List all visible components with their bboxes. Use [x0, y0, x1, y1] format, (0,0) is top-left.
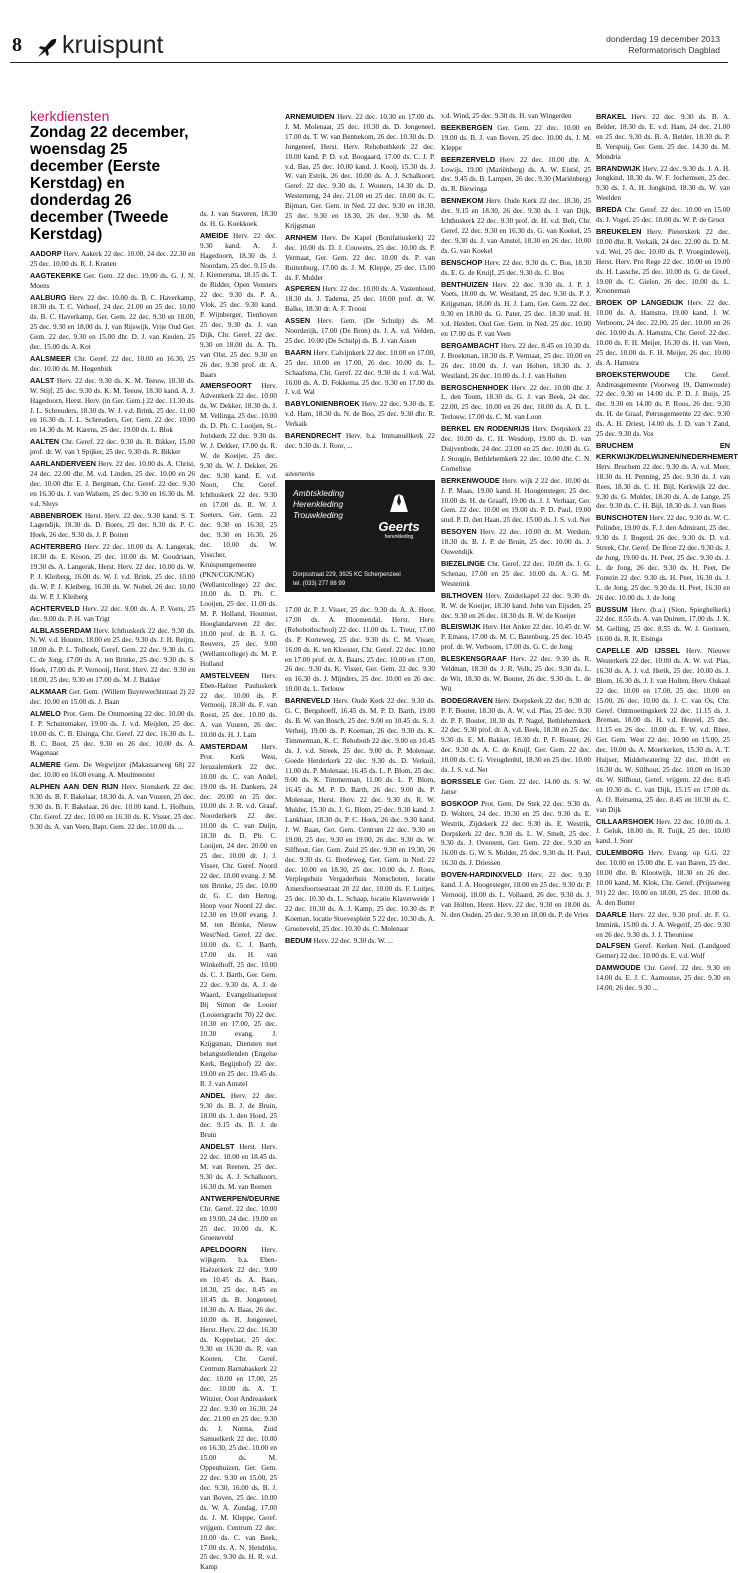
listing-place: ALPHEN AAN DEN RIJN	[30, 782, 119, 792]
listing-entry	[285, 431, 435, 452]
listing-place: BARNEVELD	[285, 696, 331, 706]
listing-entry	[441, 654, 591, 695]
text-column-4	[285, 606, 435, 1062]
listing-place: AAGTEKERKE	[30, 270, 82, 280]
listing-entry	[596, 370, 730, 440]
listing-entry	[596, 205, 730, 226]
ad-line: Ambtskleding	[293, 488, 345, 498]
listing-entry	[200, 1142, 277, 1193]
listing-place: BERGAMBACHT	[441, 340, 499, 350]
listing-details: Ger. Gem. (Willem Buytewechtstraat 2) 22 dec. 10.00 en 15.00 ds. J. Baan	[30, 687, 195, 706]
listing-place: BUSSUM	[596, 604, 628, 614]
ad-line: Herenkleding	[293, 499, 344, 509]
listing-place: BEDUM	[285, 935, 312, 945]
listing-entry	[596, 910, 730, 941]
text-column-2	[200, 210, 280, 1572]
listing-place: BILTHOVEN	[441, 590, 483, 600]
listing-details: Ger. Gem. 22 dec. 19.00 ds. G. J. N. Moens	[30, 271, 195, 290]
listing-entry	[285, 348, 435, 399]
listing-entry	[30, 760, 195, 781]
issue-date: donderdag 19 december 2013	[606, 34, 720, 44]
listing-details: Herv. 22 dec. 9.30 ds. K. M. Teeuw, 18.30 ds. W. Stijf, 25 dec. 9.30 ds. K. M. Teeuw, 18.30 kand. A. J. Hagedoorn, Herst. Herv. (in Ger. Gem.) 22 dec. 11.30 ds. J. L. Schreuders, 18.30 ds. W. J. v.d. Brink, 25 dec. 11.00 en 16.30 ds. J. L. Schreuders, Ger. Gem. 22 dec. 10.00 en 14.30 ds. M. Karens, 25 dec. 19.00 ds. L. Blok	[30, 376, 195, 435]
listing-entry	[441, 258, 591, 279]
listing-entry	[441, 622, 591, 653]
text-column-3	[285, 112, 435, 467]
listing-place: CAPELLE A/D IJSSEL	[596, 646, 680, 656]
ad-phone: tel. (033) 277 88 99	[293, 581, 346, 587]
ad-address: Dorpsstraat 229, 3925 KC Scherpenzeel	[293, 572, 401, 578]
listing-entry	[441, 870, 591, 921]
listing-entry	[441, 155, 591, 196]
listing-place: BOSKOOP	[441, 798, 479, 808]
listing-entry	[30, 437, 195, 458]
advertisement	[285, 472, 435, 600]
listing-details: Herv. Dorpskerk 22 dec. 9.30 dr. P. F. Bouter, 18.30 ds. A. W. v.d. Plas, 25 dec. 9.30 dr. P. F. Bouter, 18.30 ds. P. Nagel, Bethlehemkerk 22 dec. 9.30 prof. dr. A. v.d. Beek, 18.30 en 25 dec. 9.30 ds. E. M. Bakker, 18.30 dr. P. F. Bouter, 26 dec. 9.30 ds. A. C. de Kruijf, Ger. Gem. 22 dec. 10.00 ds. C. G. Vreugdenhil, 18.30 en 25 dec. 10.00 ds. J. S. v.d. Net	[441, 696, 591, 775]
listing-place: ARNEMUIDEN	[285, 112, 335, 121]
listing-details: Herv. Eben-Haëzer Pauluskerk 22 dec. 10.00 ds. P. Vernooij, 18.30 ds. F. van Roest, 25 dec. 10.00 ds. A. van Vuuren, 26 dec. 10.00 ds. H. J. Lam	[200, 671, 277, 740]
listing-entry	[596, 848, 730, 908]
listing-entry	[596, 963, 730, 994]
listing-place: BERGSCHENHOEK	[441, 382, 509, 392]
listing-entry	[596, 941, 730, 962]
listing-details: Herv. 22 dec. 10.30 en 17.00 ds. J. M. Molenaar, 25 dec. 10.30 ds. D. Jongeneel, 17.00 ds. T. W. van Bennekom, 26 dec. 10.30 ds. D. Jongeneel, Herst. Herv. Rehobothkerk 22 dec. 10.00 kand. P. D. v.d. Boogaard, 17.00 ds. C. J. P. v.d. Bas, 25 dec. 10.00 kand. J. Kooij, 15.30 ds. J. W. van Estrik, 26 dec. 10.00 ds. A. J. Schalkoort, Geref. 22 dec. 9.30 ds. J. Wouters, 14.30 ds. D. Westerneng, 24 dec. 21.00 en 25 dec. 10.00 ds. C. Bijman, Ger. Gem. in Ned. 22 dec. 9.30 en 18.30, 25 dec. 9.30 en 18.30, 26 dec. 9.30 ds. M. Krijgsman	[285, 113, 435, 230]
listing-place: ANDELST	[200, 1142, 235, 1152]
listing-place: ALMERE	[30, 760, 61, 770]
ad-box[interactable]	[285, 480, 435, 592]
listing-entry	[30, 782, 195, 833]
listing-place: AALST	[30, 375, 55, 385]
listing-details: Chr. Geref. 22 dec. 9.30 ds. R. Bikker, 15.00 prof. dr. W. van 't Spijker, 25 dec. 9.30 ds. R. Bikker	[30, 438, 195, 457]
listing-place: BESOYEN	[441, 527, 477, 537]
listing-place: BORSSELE	[441, 777, 482, 786]
listing-place: BROEK OP LANGEDIJK	[596, 298, 684, 308]
listing-place: BREDA	[596, 205, 622, 215]
suit-icon	[388, 492, 410, 514]
listing-place: BLEISWIJK	[441, 622, 481, 632]
listing-details: Herv. 22 dec. 9.30 ds. B. A. Belder, 18.30 ds. E. v.d. Ham, 24 dec. 21.00 en 25 dec. 9.30 ds. B. A. Belder, 18.30 ds. P. B. Verspuij, Ger. Gem. 25 dec. 14.30 ds. M. Mondria	[596, 113, 730, 161]
text-column-5	[441, 112, 591, 1062]
listing-place: AMSTELVEEN	[200, 670, 250, 680]
listing-place: BODEGRAVEN	[441, 695, 493, 705]
listing-entry	[30, 459, 195, 510]
listing-details: Herv. 22 dec. 9.30 kand. A. J. Hagedoorn, 18.30 ds. J. Noordam, 25 dec. 9.15 ds. J. Kiemersma, 18.15 ds. T. de Ridder, Open Vensters 22 dec. 9.30 ds. P. A. Vlok, 25 dec. 9.30 kand. P. Wijnberger, Tienhoven 25 dec. 9.30 ds. J. van Dijk, Chr. Geref. 22 dec. 9.30 en 18.00 ds. A. Th. van Olst, 25 dec. 9.30 en 26 dec. 9.30 prof. dr. A. Baars	[200, 231, 278, 379]
ad-brand-sub: herenkleding	[384, 534, 414, 540]
listing-entry	[30, 271, 195, 292]
listing-details: Herv. Pieterskerk 22 dec. 10.00 dhr. R. Verkaik, 24 dec. 22.00 ds. D. M. v.d. Wel, 25 dec. 10.00 ds. P. Vroegindeweij, Herst. Herv. Pro Rege 22 dec. 10.00 en 19.00 ds. H. Lassche, 25 dec. 10.00 ds. G. de Greef, 19.00 ds. C. Gielen, 26 dec. 10.00 ds. L. Krooneman	[596, 227, 730, 296]
listing-place: AALBURG	[30, 292, 67, 302]
airplane-icon	[36, 37, 58, 59]
listing-entry	[285, 112, 435, 232]
listing-entry	[30, 511, 195, 542]
listing-details: Herv. 22 dec. 10.00 ds. A. Vastenhoud, 18.30 ds. J. Tadema, 25 dec. 10.00 prof. dr. W. Balke, 18.30 dr. A. F. Troost	[285, 285, 436, 314]
listing-details: Chr. Geref. 22 dec. 10.00 en 15.00 ds. J. Vogel, 25 dec. 10.00 ds. W. P. de Groot	[596, 206, 731, 225]
page-number: 8	[12, 34, 22, 56]
listing-details: Herv. Oude Kerk 22 dec. 9.30 ds. G. C. Bergshoeff, 16.45 ds. M. P. D. Barth, 19.00 ds. B. W. van Bosch, 25 dec. 9.00 en 10.45 ds. S. J. Verheij, 19.00 ds. P. Koeman, 26 dec. 9.30 ds. K. Timmerman, K. C. Rehoboth 22 dec. 9.00 en 10.45 ds. J. v.d. Streek, 25 dec. 9.00 ds. P. Molenaar, Goede Herderkerk 22 dec. 9.30 ds. D. Verkuil, 11.00 ds. P. Molenaar, 16.45 ds. L. P. Blom, 25 dec. 9.00 ds. K. Timmerman, 11.00 ds. L. P. Blom, 16.45 ds. M. P. D. Barth, 26 dec. 9.00 ds. P. Molenaar, Herst. Herv. 22 dec. 9.30 ds. R. W. Mulder, 15.30 ds. J. G. Blom, 25 dec. 9.30 kand. J. Lankhaar, 18.30 ds. P. C. Hoek, 26 dec. 9.30 kand. J. W. Baan, Ger. Gem. Centrum 22 dec. 9.30 en 19.00, 25 dec. 9.30 en 19.00, 26 dec. 9.30 ds. W. Silfhout, Ger. Gem. Zuid 25 dec. 9.30 en 19.30, 26 dec. 9.30 ds. G. Bredeweg, Ger. Gem. in Ned. 22 dec. 10.00 en 18.30, 25 dec. 10.00 ds. J. Roos, Verplegehuis Vergaderhuis Nonschoten, locatie Amersfoortsestraat 20 22 dec. 10.00 ds. F. Luitjes, 25 dec. 10.30 ds. L. Schaap, locatie Klaverweide 1 22 dec. 10.30 ds. A. J. Kamp, 25 dec. 10.30 ds. P. Koeman, locatie Stoevesplein 5 22 dec. 10.30 ds. A. Groeneveld, 25 dec. 10.30 ds. C. Molenaar	[285, 697, 436, 933]
listing-place: BEERZERVELD	[441, 154, 496, 164]
listing-details: Chr. Geref. Andreasgemeente (Voorweg 19, Damwoude) 22 dec. 9.30 en 14.00 ds. P. D. J. Buijs, 25 dec. 9.30 en 14.00 ds. P. Roos, 26 dec. 9.30 ds. H. de Graaf, Petrusgemeente 22 dec. 9.30 ds. A. H. Driest, 14.00 ds. J. D. van 't Zand, 25 dec. 9.30 ds. Vos	[596, 370, 730, 439]
listing-place: BRUCHEM EN KERKWIJK/DELWIJNEN/NEDERHEMERT	[596, 441, 738, 461]
listing-place: ACHTERBERG	[30, 542, 82, 552]
newspaper-name: Reformatorisch Dagblad	[628, 45, 720, 55]
listing-entry	[200, 671, 277, 741]
ad-services	[293, 488, 344, 521]
listing-entry	[596, 513, 730, 603]
listing-place: BAARN	[285, 347, 312, 357]
listing-entry	[441, 383, 591, 424]
listing-entry	[30, 249, 195, 270]
header-rule	[10, 62, 728, 63]
listing-entry	[30, 687, 195, 708]
ad-brand: Geerts	[378, 519, 420, 534]
listing-entry	[441, 527, 591, 558]
listing-details: Herv. Sionskerk 22 dec. 9.30 ds. B. F. Bakelaar, 18.30 ds. A. van Vuuren, 25 dec. 9.30 ds. B. F. Bakelaar, 26 dec. 10.00 kand. L. Hofhuis, Chr. Geref. 22 dec. 10.00 en 16.30 ds. K. Visser, 25 dec. 9.30 ds. A. van Veen, Bapt. Gem. 22 dec. 10.00 ds. ...	[30, 783, 196, 831]
listing-entry	[441, 112, 591, 122]
listing-place: AMERSFOORT	[200, 381, 252, 391]
listing-place: CULEMBORG	[596, 848, 644, 858]
listing-place: BIEZELINGE	[441, 558, 485, 568]
listing-details: Prot. Gem. De Ontmoeting 22 dec. 10.00 ds. J. P. Schuitemaker, 19.00 ds. J. v.d. Meijden, 25 dec. 10.00 ds. C. B. Elsinga, Chr. Geref. 22 dec. 16.30 ds. L. B. C. Boot, 25 dec. 9.30 en 26 dec. 10.00 ds. A. Wagenaar	[30, 709, 195, 758]
listing-details: Herv. Gem. (De Schulp) ds. M. Noorderijk, 17.00 (De Bron) ds. J. A. v.d. Velden, 25 dec. 10.00 (De Schulp) ds. B. J. van Assen	[285, 317, 435, 345]
listing-place: BARENDRECHT	[285, 431, 342, 441]
ad-line: Trouwkleding	[293, 510, 343, 520]
listing-details: Ger. Gem. 22 dec. 10.00 en 19.00 ds. B. J. van Boven, 25 dec. 10.00 ds. J. M. Kleppe	[441, 123, 592, 152]
listing-place: ANTWERPEN/DEURNE	[200, 1193, 280, 1203]
listing-entry	[30, 626, 195, 686]
listing-entry	[441, 123, 591, 154]
listing-place: BEEKBERGEN	[441, 122, 493, 132]
listing-entry	[200, 210, 277, 230]
listing-details: Herst. Herv. 22 dec. 9.30 kand. S. T. Lagendijk, 18.30 ds. D. Boers, 25 dec. 9.30 ds. P. C. Hoek, 26 dec. 9.30 ds. J. P. Boiten	[30, 511, 196, 540]
listing-entry	[596, 298, 730, 368]
listing-place: DALFSEN	[596, 941, 631, 951]
listing-place: BABYLONIENBROEK	[285, 399, 360, 409]
listing-details: 17.00 dr. P. J. Visser, 25 dec. 9.30 ds. A. A. Hoor, 17.00 ds. A. Bloemendal, Herst. Herv. (Rehobothschool) 22 dec. 11.00 ds. L. Treur, 17.00 ds. P. Korteweg, 25 dec. 9.30 ds. C. M. Visser, 16.00 ds. K. ten Klooster, Chr. Geref. 22 dec. 10.00 en 17.00 prof. dr. A. Baars, 25 dec. 10.00 en 17.00, 26 dec. 9.30 ds. K. Visser, Ger. Gem. 22 dec. 9.30 en 16.30 ds. J. Mijnders, 25 dec. 10.00 en 26 dec. 10.00 ds. L. Terlouw	[285, 606, 435, 694]
listing-details: Herv. Nieuwe Westerkerk 22 dec. 10.00 ds. A. W. v.d. Plas, 16.30 ds. A. J. v.d. Herik, 25 dec. 10.00 ds. J. Blom, 16.30 ds. J. J. van Holten, Herv. Oukaal 22 dec. 10.00 en 17.00, 25 dec. 10.00 en 15.00, 26 dec. 10.00 ds. J. C. van Os, Chr. Geref. Ontmoetingskerk 22 dec. 11.15 ds. J. Breman, 18.00 ds. H. v.d. Heuvel, 25 dec. 11.15 en 26 dec. 10.00 ds. F. W. v.d. Rhee, Ger. Gem. West 22 dec. 10.00 en 15.00, 25 dec. 10.00 ds. A. Moerkerken, 15.30 ds. A. T. Huijser, Middelwatering 22 dec. 10.00 en 16.30 ds. W. Silfhout, 25 dec. 10.00 en 16.30 ds. W. Silfhout, Geref. vrijgem. 22 dec. 8.45 en 10.30 ds. C. van Dijk, 15.15 en 17.00 ds. A. O. Reitsema, 25 dec. 8.45 en 10.30 ds. C. van Dijk	[596, 647, 730, 814]
ad-label: advertentie	[285, 472, 315, 478]
listing-entry	[441, 799, 591, 869]
listing-details: Chr. Geref. 22 dec. 10.00 ds. J. G. Schenau, 17.00 en 25 dec. 10.00 ds. A. G. M. Westerink	[441, 559, 591, 588]
listing-details: Herv. 22 dec. 9.30 ds. J. A. H. Jongkind, 18.30 ds. W. F. Jochemsen, 25 dec. 9.30 ds. J. A. H. Jongkind, 18.30 ds. W. van Weelden	[596, 164, 731, 203]
listing-entry	[441, 196, 591, 256]
listing-entry	[596, 164, 730, 205]
listing-entry	[285, 936, 435, 947]
listing-entry	[596, 646, 730, 815]
article-kicker: kerkdiensten	[30, 108, 110, 124]
listing-entry	[596, 227, 730, 297]
listing-details: Herv. 22 dec. 10.00 dhr. A. Lowijs, 19.00 (Mariënberg) ds. A. W. Eistié, 25 dec. 9.45 ds. B. Lampen, 26 dec. 9.30 (Mariënberg) ds. R. Biewinga	[441, 155, 592, 194]
listing-details: Herv. 22 dec. 9.30 ds. C. Bos, 18.30 ds. E. G. de Kruijf, 25 dec. 9.30 ds. C. Bos	[441, 258, 591, 277]
listing-entry	[285, 696, 435, 935]
header-meta	[606, 34, 720, 56]
listing-place: ASPEREN	[285, 284, 321, 294]
listing-place: AARLANDERVEEN	[30, 459, 96, 469]
listing-details: Herv. Ichthuskerk 22 dec. 9.30 ds. N. W. v.d. Houten, 18.00 en 25 dec. 9.30 ds. J. H. Reijm, 18.00 ds. P. L. Tolhoek, Geref. Gem. 22 dec. 9.30 ds. G. C. de Jong, 17.00 ds. A. ten Brinke, 25 dec. 9.30 ds. S. Hoek, 17.00 ds. P. Vernooij, Herst. Herv. 22 dec. 9.30 en 18.00, 25 dec. 9.30 en 17.00 ds. M. J. Bakker	[30, 626, 195, 685]
listing-place: BUNSCHOTEN	[596, 513, 648, 523]
listing-entry	[285, 399, 435, 430]
listing-details: Herv. 22 dec. 10.00 ds. A. Langerak, 18.30 ds. E. Kroon, 25 dec. 10.00 ds. M. Goudriaan, 19.30 ds. A. Langerak, Herst. Herv. 22 dec. 10.00 ds. W. P. J. Kleiberg, 16.00 ds. W. J. v.d. Brink, 25 dec. 10.00 ds. W. P. J. Kleiberg, 16.30 ds. W. Nobel, 26 dec. 10.00 ds. W. P. J. Kleiberg	[30, 543, 196, 601]
listing-entry	[441, 280, 591, 340]
listing-place: AALTEN	[30, 437, 60, 447]
listing-place: AMEIDE	[200, 230, 229, 240]
listing-details: ds. J. van Staveren, 18.30 ds. H. G. Koekkoek	[200, 210, 277, 228]
listing-details: Herv. 22 dec. 10.00 ds. B. C. Haverkamp, 18.30 ds. T. C. Verhoef, 24 dec. 21.00 en 25 dec. 10.00 ds. B. C. Haverkamp, Ger. Gem. 22 dec. 9.30 en 18.00, 25 dec. 9.30 en 18.00 ds. J. van Rijswijk, Vrije Oud Ger. Gem. 22 dec. 9.30 en 15.00 dhr. D. J. van Keulen, 25 dec. 15.00 ds. A. Kot	[30, 293, 195, 352]
ad-logo	[369, 492, 429, 540]
listing-entry	[30, 604, 195, 625]
listing-details: Herv. Dorpskerk 22 dec. 10.00 ds. C. H. Wesdorp, 19.00 ds. D. van Duijvenbode, 24 dec. 23.00 en 25 dec. 10.00 ds. G. J. Stougie, Bethlehemkerk 22 dec. 10.00 dhr. C. N. Cornelisse	[441, 425, 591, 473]
article-headline: Zondag 22 december, woensdag 25 december (Eerste Kerstdag) en donderdag 26 december (Tweede Kerstdag)	[30, 123, 189, 243]
listing-entry	[285, 606, 435, 695]
listing-entry	[285, 284, 435, 315]
listing-details: Chr. Geref. 22 dec. 10.00 en 19.00, 24 dec. 19.00 en 25 dec. 10.00 ds. K. Groeneveld	[200, 1204, 277, 1243]
listing-place: BERKEL EN RODENRIJS	[441, 424, 530, 434]
listing-details: Herv. 22 dec. 9.30 ds. W. ...	[313, 936, 393, 945]
listing-place: AADORP	[30, 248, 62, 258]
listing-entry	[200, 1245, 277, 1573]
listing-place: ANDEL	[200, 1090, 226, 1100]
section-title: kruispunt	[62, 31, 164, 59]
listing-place: ARNHEM	[285, 232, 318, 242]
listing-details: Gem. De Wegwijzer (Makassarweg 68) 22 dec. 10.00 en 16.00 evang. A. Meulmeester	[30, 761, 195, 780]
listing-entry	[200, 1193, 280, 1245]
text-column-6	[596, 112, 738, 1062]
listing-entry	[596, 441, 738, 512]
listing-place: AALSMEER	[30, 353, 71, 363]
listing-entry	[200, 742, 277, 1090]
listing-place: BENNEKOM	[441, 196, 484, 206]
listing-place: ASSEN	[285, 316, 311, 326]
listing-place: ALKMAAR	[30, 686, 67, 696]
listing-details: Herv. 22 dec. 10.00 ds. J. J. Geluk, 18.00 ds. R. Tuijk, 25 dec. 10.00 kand. J. Soer	[596, 817, 731, 846]
listing-details: Herv. wijk 2 22 dec. 10.00 ds. J. P. Maas, 19.00 kand. H. Hoogensteger, 25 dec. 10.00 ds. H. de Graaff, 19.00 ds. J. J. Verhaar, Ger. Gem. 22 dec. 10.00 en 19.00 ds. P. D. Paul, 19.00 stud. P. D. den Haan, 25 dec. 15.00 ds. J. S. v.d. Net	[441, 476, 592, 525]
listing-entry	[441, 777, 591, 798]
listing-place: BRAKEL	[596, 112, 627, 121]
listing-place: BLESKENSGRAAF	[441, 654, 507, 664]
listing-place: BROEKSTERWOUDE	[596, 369, 670, 379]
listing-details: Herv. Zuiderkapel 22 dec. 9.30 ds. R. W. de Koeijer, 18.30 kand. John van Eijsden, 25 dec. 9.30 en 26 dec. 18.30 ds. R. W. de Koeijer	[441, 591, 591, 620]
listing-place: ALMELO	[30, 708, 61, 718]
listing-entry	[200, 381, 277, 669]
listing-entry	[200, 1091, 277, 1142]
listing-entry	[441, 476, 591, 527]
listing-details: Herv. De Kapel (Bonifatiuskerk) 22 dec. 10.00 ds. D. J. Couwens, 25 dec. 10.00 ds. P. Vermaat, Ger. Gem. 22 dec. 10.00 ds. P. van Ruitenburg, 17.00 ds. J. M. Kleppe, 25 dec. 15.00 ds. F. Mulder	[285, 233, 435, 282]
listing-details: Herv. 22 dec. 9.30 prof. dr. F. G. Immink, 15.00 ds. J. A. Wegerif, 25 dec. 9.30 en 26 dec. 9.30 ds. J. J. Theunisse	[596, 910, 730, 939]
listing-entry	[441, 559, 591, 590]
listing-details: Herv. 22 dec. 10.00 dhr. J. L. den Toom, 18.30 ds. G. J. van Beek, 24 dec. 22.00, 25 dec. 10.00 en 26 dec. 10.00 ds. A. D. L. Terlouw, 17.00 ds. C. M. van Loon	[441, 383, 592, 422]
listing-place: BENTHUIZEN	[441, 279, 489, 289]
listing-place: BRANDWIJK	[596, 163, 641, 173]
listing-place: ACHTERVELD	[30, 603, 80, 613]
listing-place: ABBENBROEK	[30, 510, 83, 520]
listing-place: APELDOORN	[200, 1245, 247, 1255]
listing-details: Herv. 22 dec. 10.00 dr. M. Verduin, 18.30 ds. B. J. P. de Bruin, 25 dec. 10.00 ds. J. Ouwendijk	[441, 528, 591, 557]
listing-place: BERKENWOUDE	[441, 475, 500, 485]
listing-entry	[30, 293, 195, 353]
listing-details: Herv. 22 dec. 10.00 ds. A. Christ, 24 dec. 22.00 dhr. M. v.d. Linden, 25 dec. 10.00 en 26 dec. 10.00 dhr. E. J. Bergman, Chr. Geref. 22 dec. 9.30 en 16.30 ds. J. van Walsem, 25 dec. 9.30 en 16.30 ds. M. v.d. Sluys	[30, 460, 195, 508]
listing-place: BENSCHOP	[441, 257, 483, 267]
listing-details: Chr. Geref. 22 dec. 10.00 en 16.30, 25 dec. 10.00 ds. M. Hogenbirk	[30, 354, 196, 373]
listing-details: Herv. 22 dec. 9.30 ds. R. Veldman, 18.30 ds. J. R. Volk, 25 dec. 9.30 ds. L. de Wit, 18.30 ds. W. Bouter, 26 dec. 9.30 ds. L. de Wit	[441, 655, 591, 693]
listing-details: Herv. (b.a.) (Sion, Spieghelkerk) 22 dec. 8.55 ds. A. van Duinen, 17.00 ds. J. K. M. Gelling, 25 dec. 8.55 ds. W. J. Gorissen, 16.00 ds. R. R. Eisinga	[596, 605, 730, 644]
listing-details: Herv. 22 dec. 9.30 ds. W. C. Polinder, 19.00 ds. F. J. den Admirant, 25 dec. 9.30 ds. J. Bogerd, 26 dec. 9.30 ds. D. v.d. Streek, Chr. Geref. De Bron 22 dec. 9.30 ds. J. de Jong, 19.00 ds. H. Peet, 25 dec. 9.30 ds. J. L. de Jong, 26 dec. 9.30 ds. H. Peet, De Fontein 22 dec. 9.30 ds. H. Peet, 16.30 ds. J. L. de Jong, 25 dec. 9.30 ds. H. Peet, 16.30 en 26 dec. 10.00 ds. J. de Jong	[596, 514, 731, 602]
listing-details: Herv. Het Anker 22 dec. 10.45 dr. W. P. Emaus, 17.00 ds. M. C. Batenburg, 25 dec. 10.45 prof. dr. W. Verboom, 17.00 ds. G. C. de Jong	[441, 623, 592, 652]
listing-entry	[596, 605, 730, 646]
listing-details: Herv. 22 dec. 9.30 kand. J. A. Hoogesteger, 18.00 en 25 dec. 9.30 dr. P. Vernooij, 18.00 ds. L. Vollaard, 26 dec. 9.30 ds. J. van Holten, Herst. Herv. 22 dec. 9.30 en 18.00 ds. N. den Ouden, 25 dec. 9.30 en 18.00 ds. P. de Vries	[441, 871, 592, 919]
listing-details: Herst. Herv. 22 dec. 10.00 en 18.45 ds. M. van Reenen, 25 dec. 9.30 ds. A. J. Schalkoort, 16.30 ds. M. van Reenen	[200, 1143, 277, 1191]
listing-place: BREUKELEN	[596, 226, 642, 236]
listing-details: Herv. Evang. op G.G. 22 dec. 10.00 en 15.00 dhr. E. van Baren, 25 dec. 10.00 dhr. B. Klootwijk, 18.30 en 26 dec. 10.00 kand. M. Klok, Chr. Geref. (Prijsseweg 91) 22 dec. 10.00 en 18.00, 25 dec. 10.00 ds. A. den Butter	[596, 849, 730, 907]
listing-place: DAARLE	[596, 909, 627, 919]
listing-entry	[30, 354, 195, 375]
listing-details: Herv. wijkgem. b.a. Eben-Haëzerkerk 22 dec. 9.00 en 10.45 ds. A. Baas, 18.30, 25 dec. 8.45 en 10.45 ds. B. Jongeneel, 18.30 ds. A. Baas, 26 dec. 10.00 ds. B. Jongeneel, Herst. Herv. 22 dec. 16.30 ds. Koppelaar, 25 dec. 9.30 en 16.30 ds. R. van Kooten, Chr. Geref. Centrum Barnabaskerk 22 dec. 10.00 en 17.00, 25 dec. 10.00 ds. A. T. Witzier, Oost Andreaskerk 22 dec. 9.30 en 16.30, 24 dec. 21.00 en 25 dec. 9.30 ds. J. Nutma, Zuid Samuelkerk 22 dec. 10.00 en 16.30, 25 dec. 10.00 en 15.00 ds. M. Oppenhuizen, Ger. Gem. 22 dec. 9.30 en 15.00, 25 dec. 9.30, 16.00 ds. B. J. van Boven, 25 dec. 10.00 ds. W. A. Zondag, 17.00 ds. J. M. Kleppe, Geref. vrijgem. Centrum 22 dec. 10.00 ds. C. van Beek, 17.00 ds. A. N. Hendriks, 25 dec. 9.30 ds. H. R. v.d. Kamp	[200, 1246, 277, 1572]
listing-entry	[596, 112, 730, 163]
listing-details: Herv. 22 dec. 8.45 en 10.30 ds. J. Broekman, 18.30 ds. P. Vermaat, 25 dec. 10.00 en 26 dec. 10.00 ds. J. van Holten, 18.30 ds. J. Westland, 26 dec. 10.00 ds. J. J. van Holten	[441, 341, 591, 380]
listing-details: Herv. 22 dec. 9.00 ds. A. P. Voets, 25 dec. 9.00 ds. P. H. van Trigt	[30, 604, 196, 623]
listing-details: Herv. Aakerk 22 dec. 10.00, 24 dec. 22.30 en 25 dec. 10.00 ds. R. J. Kranen	[30, 249, 196, 268]
listing-entry	[200, 231, 277, 381]
listing-details: Herv. Oude Kerk 22 dec. 18.30, 25 dec. 9.15 en 18.30, 26 dec. 9.30 ds. J. van Dijk, Ichthuskerk 22 dec. 9.30 prof. dr. H. v.d. Belt, Chr. Geref. 22 dec. 9.30 en 16.30 ds. G. van Koekel, 25 dec. 9.30 ds. J. van Amstel, 18.30 en 26 dec. 10.00 ds. G. van Koekel	[441, 197, 592, 255]
listing-entry	[30, 542, 195, 602]
listing-entry	[596, 817, 730, 848]
listing-details: Prot. Gem. De Stek 22 dec. 9.30 ds. D. Wolters, 24 dec. 19.30 en 25 dec. 9.30 ds. E. Westrik, Zijdekerk 22 dec. 9.30 ds. E. Westrik, Dorpskerk 22 dec. 9.30 ds. L. W. Smelt, 25 dec. 9.30 ds. J. Overeem, Ger. Gem. 22 dec. 9.30 en 16.00 ds. G. W. S. Mulder, 25 dec. 9.30 ds. H. Paul, 16.30 ds. J. Driessen	[441, 799, 591, 868]
listing-place: DAMWOUDE	[596, 963, 641, 973]
listing-place: AMSTERDAM	[200, 742, 248, 752]
page-header	[0, 0, 738, 62]
listing-details: Herv. Bruchem 22 dec. 9.30 ds. A. v.d. Meer, 18.30 ds. H. Penning, 25 dec. 9.30 ds. J. van Rees, 18.30 ds. C. H. Bijl, Kerkwijk 22 dec. 9.30 ds. G. Mulder, 18.30 ds. A. de Lange, 25 dec. 9.30 ds. C. H. Bijl, 18.30 ds. J. van Rees	[596, 462, 730, 511]
listing-entry	[441, 696, 591, 776]
listing-place: ALBLASSERDAM	[30, 625, 92, 635]
listing-details: Herv. 22 dec. 9.30 ds. J. P. J. Voets, 18.00 ds. W. Westland, 25 dec. 9.30 ds. P. J. Krijgsman, 18.00 ds. H. J. Lam, Ger. Gem. 22 dec. 9.30 en 18.00 ds. G. Pater, 25 dec. 18.30 stud. H. v.d. Heiden, Oud Ger. Gem. in Ned. 25 dec. 10.00 en 17.00 ds. P. van Veen	[441, 280, 591, 339]
listing-place: BOVEN-HARDINXVELD	[441, 870, 523, 880]
listing-details: Herv. Prot. Kerk West, Jeruzalemkerk 22 dec. 10.00 ds. C. van Andel, 19.00 ds. H. Dankers, 24 dec. 20.00 en 25 dec. 10.00 ds. J. R. v.d. Graaf, Noorderkerk 22 dec. 10.00 ds. C. van Duijn, 18.30 ds. D. Ph. C. Looijen, 24 dec. 20.00 en 25 dec. 10.00 dr. J. J. Visser, Chr. Geref. Noord 22 dec. 10.00 evang. J. M. ten Brinke, 25 dec. 10.00 dr. G. C. den Hertog, Hoop voor Noord 22 dec. 12.30 en 19.00 evang. J. M. ten Brinke, Nieuw West/Ned. Geref. 22 dec. 10.00 ds. C. J. Barth, 17.00 ds. H. van Winkelhoff, 25 dec. 10.00 ds. C. J. Barth, Ger. Gem. 22 dec. 9.30 ds. A. J. de Waard, Evangelisatiepost Bij Simon de Looier (Looiersgracht 70) 22 dec. 10.30 en 17.00, 25 dec. 10.30 evang. J. Krijgsman, Diensten met belangstellenden (Engelse Kerk, Begijnhof) 22 dec. 19.00 en 25 dec. 19.45 ds. R. J. van Amstel	[200, 743, 277, 1088]
listing-place: CILLAARSHOEK	[596, 816, 654, 826]
listing-entry	[285, 233, 435, 284]
text-column-1	[30, 108, 196, 1062]
listing-entry	[441, 424, 591, 475]
listing-details: Herv. 22 dec. 9.30 ds. B. J. de Bruin, 18.00 ds. J. den Hoed, 25 dec. 9.15 ds. B. J. de Bruin	[200, 1091, 277, 1140]
listing-entry	[285, 316, 435, 347]
listing-details: Herv. Calvijnkerk 22 dec. 10.00 en 17.00, 25 dec. 10.00 en 17.00, 26 dec. 10.00 ds. L. Schaafsma, Chr. Geref. 22 dec. 9.30 ds. J. v.d. Wal, 16.00 ds. A. D. Fokkema, 25 dec. 9.30 en 17.00 ds. J. v.d. Wal	[285, 348, 436, 397]
listing-entry	[30, 376, 195, 436]
listing-details: Geref. Kerken Ned. (Landgoed Gerner) 22 dec. 10.00 ds. E. v.d. Wolf	[596, 942, 730, 961]
listing-entry	[30, 709, 195, 760]
listing-details: Herv. Adventkerk 22 dec. 10.00 ds. W. Dekker, 18.30 ds. J. M. Vellinga, 25 dec. 10.00 ds. D. Ph. C. Looijen, St.-Joriskerk 22 dec. 9.30 ds. W. J. Dekker, 17.00 ds. R. W. de Koeijer, 25 dec. 9.30 ds. W. J. Dekker, 26 dec. 9.30 kand. E. v.d. Noort, Chr. Geref. Ichthuskerk 22 dec. 9.30 en 17.00 ds. R. W. J. Soeters, Ger. Gem. 22 dec. 9.30 en 16.30, 25 dec. 9.30 en 16.30, 26 dec. 10.00 ds. W. Visscher, Kruispuntgemeente (PKN/CGK/NGK) (Wellantcollege) 22 dec. 10.00 ds. D. Ph. C. Looijen, 25 dec. 11.00 ds. M. P. Holland, Houtrust, Hooglandarveen 22 dec. 10.00 prof. dr. B. J. G. Reuvers, 25 dec. 9.00 (Wellantcollege) ds. M. P. Holland	[200, 382, 277, 668]
listing-details: v.d. Wind, 25 dec. 9.30 ds. H. van Wingerden	[441, 112, 572, 120]
listing-details: Herv. 22 dec. 9.30 ds. E. v.d. Ham, 18.30 ds. N. de Boo, 25 dec. 9.30 dhr. R. Verkaik	[285, 400, 436, 429]
listing-details: Chr. Geref. 22 dec. 9.30 en 14.00 ds. E. J. C. Aarnoutse, 25 dec. 9.30 en 14.00, 26 dec. 9.30 ...	[596, 964, 731, 993]
listing-entry	[441, 591, 591, 622]
listing-entry	[441, 341, 591, 382]
listing-details: Ger. Gem. 22 dec. 14.00 ds. S. W. Janse	[441, 778, 591, 796]
listing-details: Herv. 22 dec. 10.00 ds. A. Hamstra, 19.00 kand. J. W. Verboom, 24 dec. 22.00, 25 dec. 10.00 en 26 dec. 10.00 ds. A. Hamstra, Chr. Geref. 22 dec. 10.00 ds. F. H. Meijer, 16.30 ds. H. van Veen, 25 dec. 10.00 ds. F. H. Meijer, 26 dec. 10.00 ds. A. Hamstra	[596, 299, 731, 367]
listing-details: Herv. b.a. Immanuëlkerk 22 dec. 9.30 ds. J. Roor, ...	[285, 432, 435, 450]
